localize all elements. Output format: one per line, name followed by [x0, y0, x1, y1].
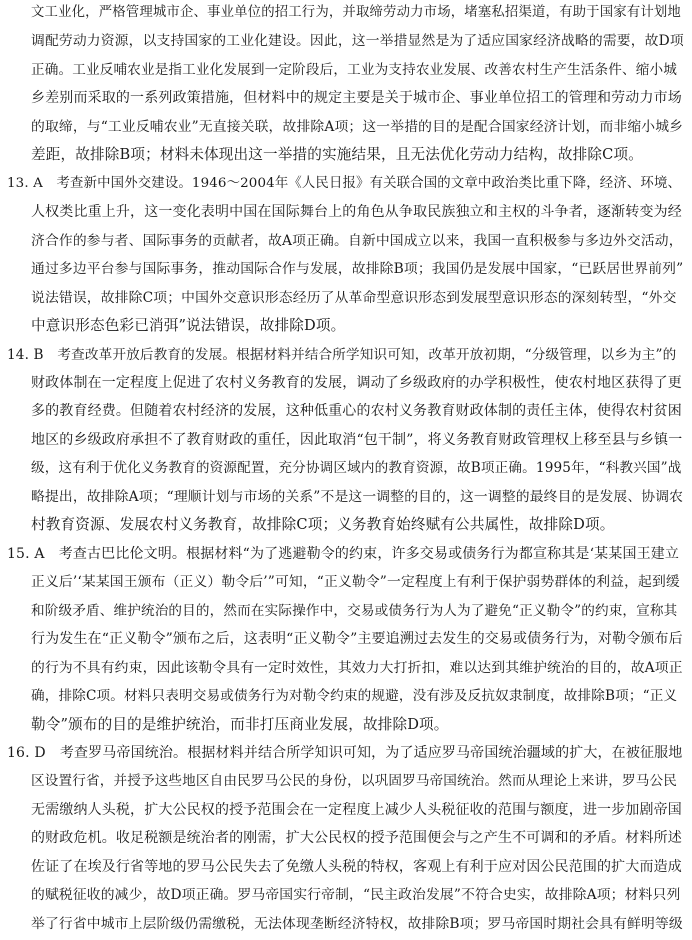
- answer-13-line: 通过多边平台参与国际事务，推动国际合作与发展，故排除B项；我国仍是发展中国家，“已跃居世界前列”: [31, 261, 684, 277]
- intro-line: 文工业化，严格管理城市企、事业单位的招工行为，并取缔劳动力市场，堵塞私招渠道，有助于国家有计划地: [31, 5, 681, 20]
- answer-16-line: 16. D 考查罗马帝国统治。根据材料并结合所学知识可知，为了适应罗马帝国统治疆域的扩大，在被征服地: [7, 745, 683, 761]
- answer-16-line: 的赋税征收的减少，故D项正确。罗马帝国实行帝制，“民主政治发展”不符合史实，故排除A项；材料只列: [31, 887, 681, 903]
- answer-14-line: 14. B 考查改革开放后教育的发展。根据材料并结合所学知识可知，改革开放初期，“分级管理，以乡为主”的: [7, 347, 677, 363]
- intro-line: 正确。工业反哺农业是指工业化发展到一定阶段后，工业为支持农业发展、改善农村生产生活条件、缩小城: [31, 62, 677, 78]
- answer-15-line: 的行为不具有约束，因此该勒令具有一定时效性，其效力大打折扣，难以达到其维护统治的目的，故A项正: [31, 660, 683, 676]
- intro-line: 乡差别而采取的一系列政策措施，但材料中的规定主要是关于城市企、事业单位招工的管理和劳动力市场: [31, 90, 682, 106]
- answer-14-line: 多的教育经费。但随着农村经济的发展，这种低重心的农村义务教育财政体制的责任主体，使得农村贫困: [31, 403, 682, 419]
- answer-16-line: 无需缴纳人头税，扩大公民权的授予范围会在一定程度上减少人头税征收的范围与额度，进一步加剧帝国: [31, 802, 682, 818]
- intro-line: 调配劳动力资源，以支持国家的工业化建设。因此，这一举措显然是为了适应国家经济战略的需要，故D项: [31, 33, 684, 49]
- answer-15-line: 行为发生在“正义勒令”颁布之后，这表明“正义勒令”主要追溯过去发生的交易或债务行为，对勒令颁布后: [31, 631, 683, 647]
- intro-line: 差距，故排除B项；材料未体现出这一举措的实施结果，且无法优化劳动力结构，故排除C项。: [31, 146, 643, 163]
- answer-16-line: 举了行省中城市上层阶级仍需缴税，无法体现垄断经济特权，故排除B项；罗马帝国时期社会具有鲜明等级: [31, 916, 683, 932]
- intro-line: 的取缔，与“工业反哺农业”无直接关联，故排除A项；这一举措的目的是配合国家经济计划，而非缩小城乡: [31, 119, 684, 135]
- answer-15-line: 15. A 考查古巴比伦文明。根据材料“为了逃避勒令的约束，许多交易或债务行为都宣称其是‘某某国王建立: [7, 546, 680, 562]
- answer-15-line: 正义后’‘某某国王颁布（正义）勒令后’”可知，“正义勒令”一定程度上有利于保护弱势群体的利益，起到缓: [31, 574, 680, 590]
- answer-16-line: 佐证了在埃及行省等地的罗马公民失去了免缴人头税的特权，客观上有利于应对因公民范围的扩大而造成: [31, 859, 682, 875]
- answer-14-line: 略提出，故排除A项；“理顺计划与市场的关系”不是这一调整的目的，这一调整的最终目的是发展、协调农: [31, 489, 684, 505]
- answer-14-line: 村教育资源、发展农村义务教育，故排除C项；义务教育始终赋有公共属性，故排除D项。: [31, 516, 615, 533]
- answer-14-line: 财政体制在一定程度上促进了农村义务教育的发展，调动了乡级政府的办学积极性，使农村地区获得了更: [31, 375, 682, 391]
- answer-13-line: 人权类比重上升，这一变化表明中国在国际舞台上的角色从争取民族独立和主权的斗争者，逐渐转变为经: [31, 204, 682, 220]
- answer-13-line: 济合作的参与者、国际事务的贡献者，故A项正确。自新中国成立以来，我国一直积极参与多边外交活动，: [31, 233, 683, 249]
- answer-15-line: 确，排除C项。材料只表明交易或债务行为对勒令约束的规避，没有涉及反抗奴隶制度，故排除B项；“正义: [31, 688, 678, 704]
- answer-16-line: 区设置行省，并授予这些地区自由民罗马公民的身份，以巩固罗马帝国统治。然而从理论上来讲，罗马公民: [31, 773, 677, 789]
- answer-13-line: 13. A 考查新中国外交建设。1946～2004年《人民日报》有关联合国的文章中政治类比重下降，经济、环境、: [7, 176, 682, 191]
- answer-13-line: 中意识形态色彩已消弭”说法错误，故排除D项。: [31, 317, 346, 334]
- answer-13-line: 说法错误，故排除C项；中国外交意识形态经历了从革命型意识形态到发展型意识形态的深刻转型，“外交: [31, 290, 677, 306]
- answer-14-line: 地区的乡级政府承担不了教育财政的重任，因此取消“包干制”，将义务教育财政管理权上移至县与乡镇一: [31, 432, 683, 448]
- answer-15-line: 勒令”颁布的目的是维护统治，而非打压商业发展，故排除D项。: [31, 716, 449, 733]
- answer-15-line: 和阶级矛盾、维护统治的目的，然而在实际操作中，交易或债务行为人为了避免“正义勒令”的约束，宣称其: [31, 603, 678, 619]
- answer-16-line: 的财政危机。收足税额是统治者的刚需，扩大公民权的授予范围便会与之产生不可调和的矛盾。材料所述: [31, 830, 682, 846]
- answer-14-line: 级，这有利于优化义务教育的资源配置，充分协调区域内的教育资源，故B项正确。1995年，“科教兴国”战: [31, 460, 682, 476]
